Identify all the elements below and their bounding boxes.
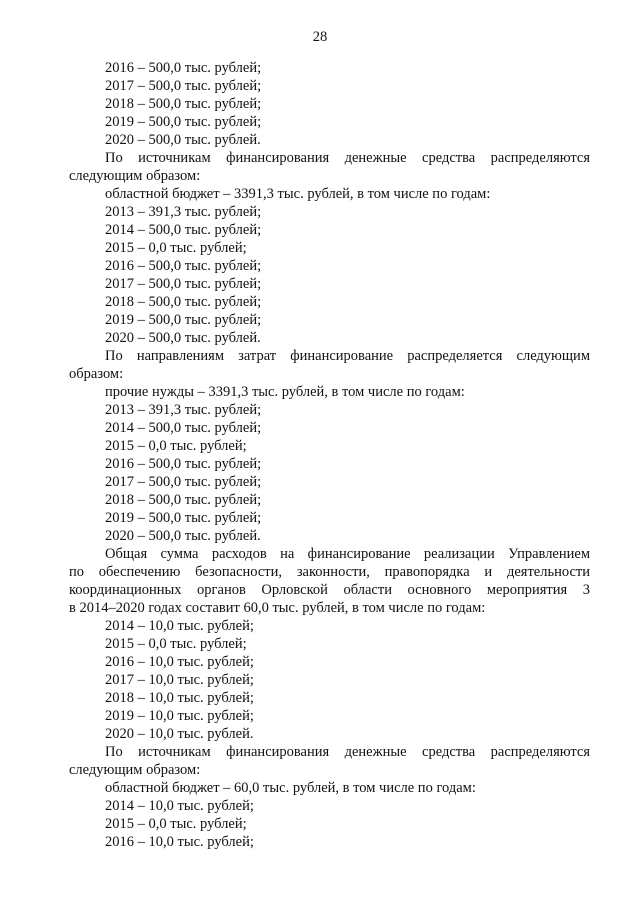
text-line: 2015 – 0,0 тыс. рублей; [105,816,247,832]
text-line: областной бюджет – 3391,3 тыс. рублей, в том числе по годам: [105,186,491,202]
text-line: прочие нужды – 3391,3 тыс. рублей, в том числе по годам: [105,384,465,400]
text-line: 2017 – 500,0 тыс. рублей; [105,78,262,94]
text-line: 2020 – 10,0 тыс. рублей. [105,726,254,742]
text-line: 2018 – 10,0 тыс. рублей; [105,690,254,706]
text-line: 2016 – 500,0 тыс. рублей; [105,60,262,76]
text-line: По источникам финансирования денежные средства распределяются [105,744,590,760]
text-line: 2019 – 500,0 тыс. рублей; [105,510,262,526]
text-line: 2020 – 500,0 тыс. рублей. [105,528,261,544]
text-line: 2015 – 0,0 тыс. рублей; [105,636,247,652]
text-line: 2019 – 10,0 тыс. рублей; [105,708,254,724]
document-body [69,59,590,851]
text-line: 2017 – 500,0 тыс. рублей; [105,276,262,292]
text-line: 2013 – 391,3 тыс. рублей; [105,204,262,220]
text-line: 2016 – 10,0 тыс. рублей; [105,654,254,670]
text-line: 2020 – 500,0 тыс. рублей. [105,132,261,148]
text-line: следующим образом: [69,762,201,778]
text-line: По источникам финансирования денежные средства распределяются [105,150,590,166]
page-number: 28 [312,29,328,45]
text-line: 2017 – 10,0 тыс. рублей; [105,672,254,688]
text-line: областной бюджет – 60,0 тыс. рублей, в том числе по годам: [105,780,476,796]
text-line: в 2014–2020 годах составит 60,0 тыс. рублей, в том числе по годам: [69,600,486,616]
text-line: 2018 – 500,0 тыс. рублей; [105,294,262,310]
text-line: по обеспечению безопасности, законности, правопорядка и деятельности [69,564,590,580]
text-line: 2015 – 0,0 тыс. рублей; [105,438,247,454]
text-line: 2016 – 500,0 тыс. рублей; [105,258,262,274]
text-line: 2018 – 500,0 тыс. рублей; [105,96,262,112]
text-line: 2018 – 500,0 тыс. рублей; [105,492,262,508]
text-line: 2013 – 391,3 тыс. рублей; [105,402,262,418]
text-line: По направлениям затрат финансирование распределяется следующим [105,348,590,364]
text-line: 2014 – 500,0 тыс. рублей; [105,420,262,436]
text-line: 2019 – 500,0 тыс. рублей; [105,114,262,130]
text-line: 2014 – 500,0 тыс. рублей; [105,222,262,238]
text-line: следующим образом: [69,168,201,184]
text-line: 2014 – 10,0 тыс. рублей; [105,618,254,634]
text-line: 2014 – 10,0 тыс. рублей; [105,798,254,814]
text-line: образом: [69,366,124,382]
text-line: 2017 – 500,0 тыс. рублей; [105,474,262,490]
text-line: Общая сумма расходов на финансирование реализации Управлением [105,546,590,562]
text-line: 2020 – 500,0 тыс. рублей. [105,330,261,346]
text-line: 2016 – 10,0 тыс. рублей; [105,834,254,850]
text-line: 2015 – 0,0 тыс. рублей; [105,240,247,256]
text-line: 2016 – 500,0 тыс. рублей; [105,456,262,472]
text-line: 2019 – 500,0 тыс. рублей; [105,312,262,328]
text-line: координационных органов Орловской области основного мероприятия 3 [69,582,590,598]
